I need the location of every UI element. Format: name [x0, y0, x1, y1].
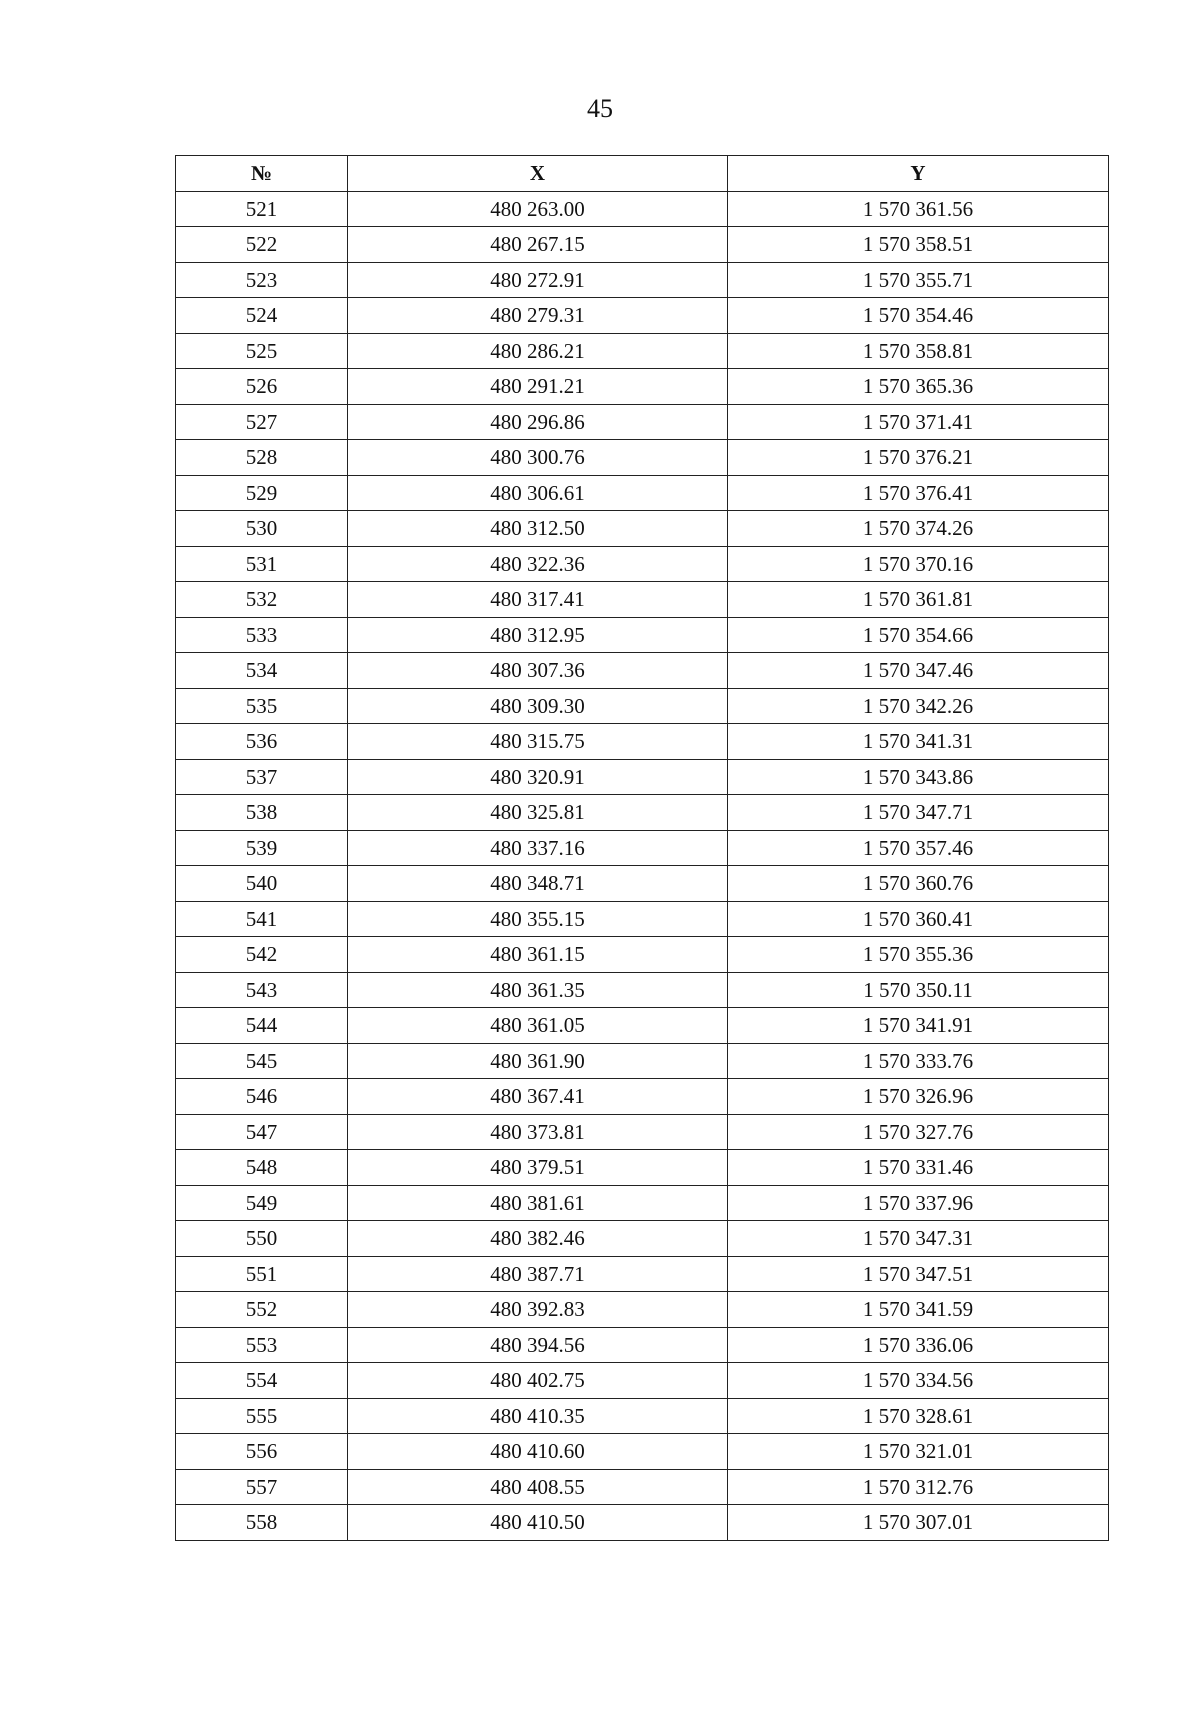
x-coordinate-cell: 480 381.61 [348, 1185, 728, 1221]
y-coordinate-cell: 1 570 358.81 [728, 333, 1109, 369]
x-coordinate-cell: 480 263.00 [348, 191, 728, 227]
table-row [176, 1292, 1109, 1328]
y-coordinate-cell: 1 570 327.76 [728, 1114, 1109, 1150]
table-row [176, 1079, 1109, 1115]
y-coordinate-cell: 1 570 326.96 [728, 1079, 1109, 1115]
point-number-cell: 535 [176, 688, 348, 724]
y-coordinate-cell: 1 570 341.31 [728, 724, 1109, 760]
table-row [176, 1256, 1109, 1292]
point-number-cell: 556 [176, 1434, 348, 1470]
x-coordinate-cell: 480 379.51 [348, 1150, 728, 1186]
y-coordinate-cell: 1 570 350.11 [728, 972, 1109, 1008]
point-number-cell: 548 [176, 1150, 348, 1186]
x-coordinate-cell: 480 315.75 [348, 724, 728, 760]
x-coordinate-cell: 480 382.46 [348, 1221, 728, 1257]
point-number-cell: 533 [176, 617, 348, 653]
table-row [176, 795, 1109, 831]
point-number-cell: 540 [176, 866, 348, 902]
point-number-cell: 530 [176, 511, 348, 547]
point-number-cell: 536 [176, 724, 348, 760]
x-coordinate-cell: 480 307.36 [348, 653, 728, 689]
y-coordinate-cell: 1 570 358.51 [728, 227, 1109, 263]
y-coordinate-cell: 1 570 354.46 [728, 298, 1109, 334]
table-row [176, 1185, 1109, 1221]
x-coordinate-cell: 480 408.55 [348, 1469, 728, 1505]
y-coordinate-cell: 1 570 360.41 [728, 901, 1109, 937]
point-number-cell: 529 [176, 475, 348, 511]
y-coordinate-cell: 1 570 312.76 [728, 1469, 1109, 1505]
table-row [176, 440, 1109, 476]
y-coordinate-cell: 1 570 331.46 [728, 1150, 1109, 1186]
table-row [176, 1363, 1109, 1399]
point-number-cell: 525 [176, 333, 348, 369]
y-coordinate-cell: 1 570 328.61 [728, 1398, 1109, 1434]
point-number-cell: 554 [176, 1363, 348, 1399]
x-coordinate-cell: 480 286.21 [348, 333, 728, 369]
table-row [176, 724, 1109, 760]
point-number-cell: 545 [176, 1043, 348, 1079]
x-coordinate-cell: 480 410.60 [348, 1434, 728, 1470]
x-coordinate-cell: 480 309.30 [348, 688, 728, 724]
x-coordinate-cell: 480 387.71 [348, 1256, 728, 1292]
table-row [176, 937, 1109, 973]
x-coordinate-cell: 480 348.71 [348, 866, 728, 902]
table-row [176, 511, 1109, 547]
y-coordinate-cell: 1 570 354.66 [728, 617, 1109, 653]
table-row [176, 191, 1109, 227]
table-row [176, 1043, 1109, 1079]
table-row [176, 582, 1109, 618]
x-coordinate-cell: 480 402.75 [348, 1363, 728, 1399]
x-coordinate-cell: 480 312.95 [348, 617, 728, 653]
x-coordinate-cell: 480 361.35 [348, 972, 728, 1008]
point-number-cell: 550 [176, 1221, 348, 1257]
y-coordinate-cell: 1 570 355.71 [728, 262, 1109, 298]
point-number-cell: 551 [176, 1256, 348, 1292]
table-row [176, 1114, 1109, 1150]
y-coordinate-cell: 1 570 361.56 [728, 191, 1109, 227]
table-row [176, 617, 1109, 653]
table-row [176, 298, 1109, 334]
y-coordinate-cell: 1 570 341.59 [728, 1292, 1109, 1328]
x-coordinate-cell: 480 410.35 [348, 1398, 728, 1434]
x-coordinate-cell: 480 361.15 [348, 937, 728, 973]
y-coordinate-cell: 1 570 336.06 [728, 1327, 1109, 1363]
table-row [176, 759, 1109, 795]
point-number-cell: 524 [176, 298, 348, 334]
x-coordinate-cell: 480 306.61 [348, 475, 728, 511]
header-x: X [348, 156, 728, 192]
table-row [176, 1434, 1109, 1470]
y-coordinate-cell: 1 570 333.76 [728, 1043, 1109, 1079]
table-row [176, 1221, 1109, 1257]
point-number-cell: 555 [176, 1398, 348, 1434]
point-number-cell: 538 [176, 795, 348, 831]
point-number-cell: 534 [176, 653, 348, 689]
table-row [176, 1327, 1109, 1363]
table-header-row [176, 156, 1109, 192]
table-row [176, 546, 1109, 582]
table-row [176, 227, 1109, 263]
table-body [176, 191, 1109, 1540]
table-row [176, 1150, 1109, 1186]
y-coordinate-cell: 1 570 370.16 [728, 546, 1109, 582]
table-row [176, 972, 1109, 1008]
point-number-cell: 549 [176, 1185, 348, 1221]
x-coordinate-cell: 480 312.50 [348, 511, 728, 547]
table-row [176, 404, 1109, 440]
point-number-cell: 544 [176, 1008, 348, 1044]
point-number-cell: 558 [176, 1505, 348, 1541]
point-number-cell: 531 [176, 546, 348, 582]
table-row [176, 1008, 1109, 1044]
x-coordinate-cell: 480 317.41 [348, 582, 728, 618]
point-number-cell: 546 [176, 1079, 348, 1115]
x-coordinate-cell: 480 367.41 [348, 1079, 728, 1115]
y-coordinate-cell: 1 570 347.51 [728, 1256, 1109, 1292]
table-row [176, 369, 1109, 405]
x-coordinate-cell: 480 361.90 [348, 1043, 728, 1079]
table-row [176, 901, 1109, 937]
point-number-cell: 547 [176, 1114, 348, 1150]
y-coordinate-cell: 1 570 343.86 [728, 759, 1109, 795]
x-coordinate-cell: 480 296.86 [348, 404, 728, 440]
x-coordinate-cell: 480 392.83 [348, 1292, 728, 1328]
point-number-cell: 527 [176, 404, 348, 440]
point-number-cell: 553 [176, 1327, 348, 1363]
x-coordinate-cell: 480 267.15 [348, 227, 728, 263]
table-row [176, 688, 1109, 724]
table-row [176, 830, 1109, 866]
y-coordinate-cell: 1 570 341.91 [728, 1008, 1109, 1044]
y-coordinate-cell: 1 570 355.36 [728, 937, 1109, 973]
coordinates-table [175, 155, 1109, 1541]
table-row [176, 866, 1109, 902]
x-coordinate-cell: 480 300.76 [348, 440, 728, 476]
y-coordinate-cell: 1 570 360.76 [728, 866, 1109, 902]
y-coordinate-cell: 1 570 376.41 [728, 475, 1109, 511]
point-number-cell: 537 [176, 759, 348, 795]
table-row [176, 1505, 1109, 1541]
y-coordinate-cell: 1 570 357.46 [728, 830, 1109, 866]
table-row [176, 1398, 1109, 1434]
x-coordinate-cell: 480 272.91 [348, 262, 728, 298]
header-y: Y [728, 156, 1109, 192]
y-coordinate-cell: 1 570 347.46 [728, 653, 1109, 689]
y-coordinate-cell: 1 570 361.81 [728, 582, 1109, 618]
point-number-cell: 539 [176, 830, 348, 866]
point-number-cell: 532 [176, 582, 348, 618]
y-coordinate-cell: 1 570 347.31 [728, 1221, 1109, 1257]
page-number: 45 [587, 94, 613, 123]
x-coordinate-cell: 480 410.50 [348, 1505, 728, 1541]
x-coordinate-cell: 480 322.36 [348, 546, 728, 582]
table-row [176, 262, 1109, 298]
point-number-cell: 521 [176, 191, 348, 227]
point-number-cell: 523 [176, 262, 348, 298]
x-coordinate-cell: 480 361.05 [348, 1008, 728, 1044]
point-number-cell: 543 [176, 972, 348, 1008]
y-coordinate-cell: 1 570 376.21 [728, 440, 1109, 476]
header-number: № [176, 156, 348, 192]
y-coordinate-cell: 1 570 321.01 [728, 1434, 1109, 1470]
point-number-cell: 557 [176, 1469, 348, 1505]
y-coordinate-cell: 1 570 337.96 [728, 1185, 1109, 1221]
point-number-cell: 541 [176, 901, 348, 937]
x-coordinate-cell: 480 355.15 [348, 901, 728, 937]
point-number-cell: 526 [176, 369, 348, 405]
x-coordinate-cell: 480 394.56 [348, 1327, 728, 1363]
table-row [176, 653, 1109, 689]
x-coordinate-cell: 480 320.91 [348, 759, 728, 795]
x-coordinate-cell: 480 279.31 [348, 298, 728, 334]
x-coordinate-cell: 480 373.81 [348, 1114, 728, 1150]
x-coordinate-cell: 480 291.21 [348, 369, 728, 405]
y-coordinate-cell: 1 570 365.36 [728, 369, 1109, 405]
y-coordinate-cell: 1 570 371.41 [728, 404, 1109, 440]
table-row [176, 333, 1109, 369]
y-coordinate-cell: 1 570 374.26 [728, 511, 1109, 547]
table-header [176, 156, 1109, 192]
y-coordinate-cell: 1 570 307.01 [728, 1505, 1109, 1541]
table-row [176, 1469, 1109, 1505]
point-number-cell: 542 [176, 937, 348, 973]
x-coordinate-cell: 480 325.81 [348, 795, 728, 831]
point-number-cell: 552 [176, 1292, 348, 1328]
point-number-cell: 522 [176, 227, 348, 263]
table-row [176, 475, 1109, 511]
x-coordinate-cell: 480 337.16 [348, 830, 728, 866]
y-coordinate-cell: 1 570 347.71 [728, 795, 1109, 831]
point-number-cell: 528 [176, 440, 348, 476]
y-coordinate-cell: 1 570 334.56 [728, 1363, 1109, 1399]
y-coordinate-cell: 1 570 342.26 [728, 688, 1109, 724]
